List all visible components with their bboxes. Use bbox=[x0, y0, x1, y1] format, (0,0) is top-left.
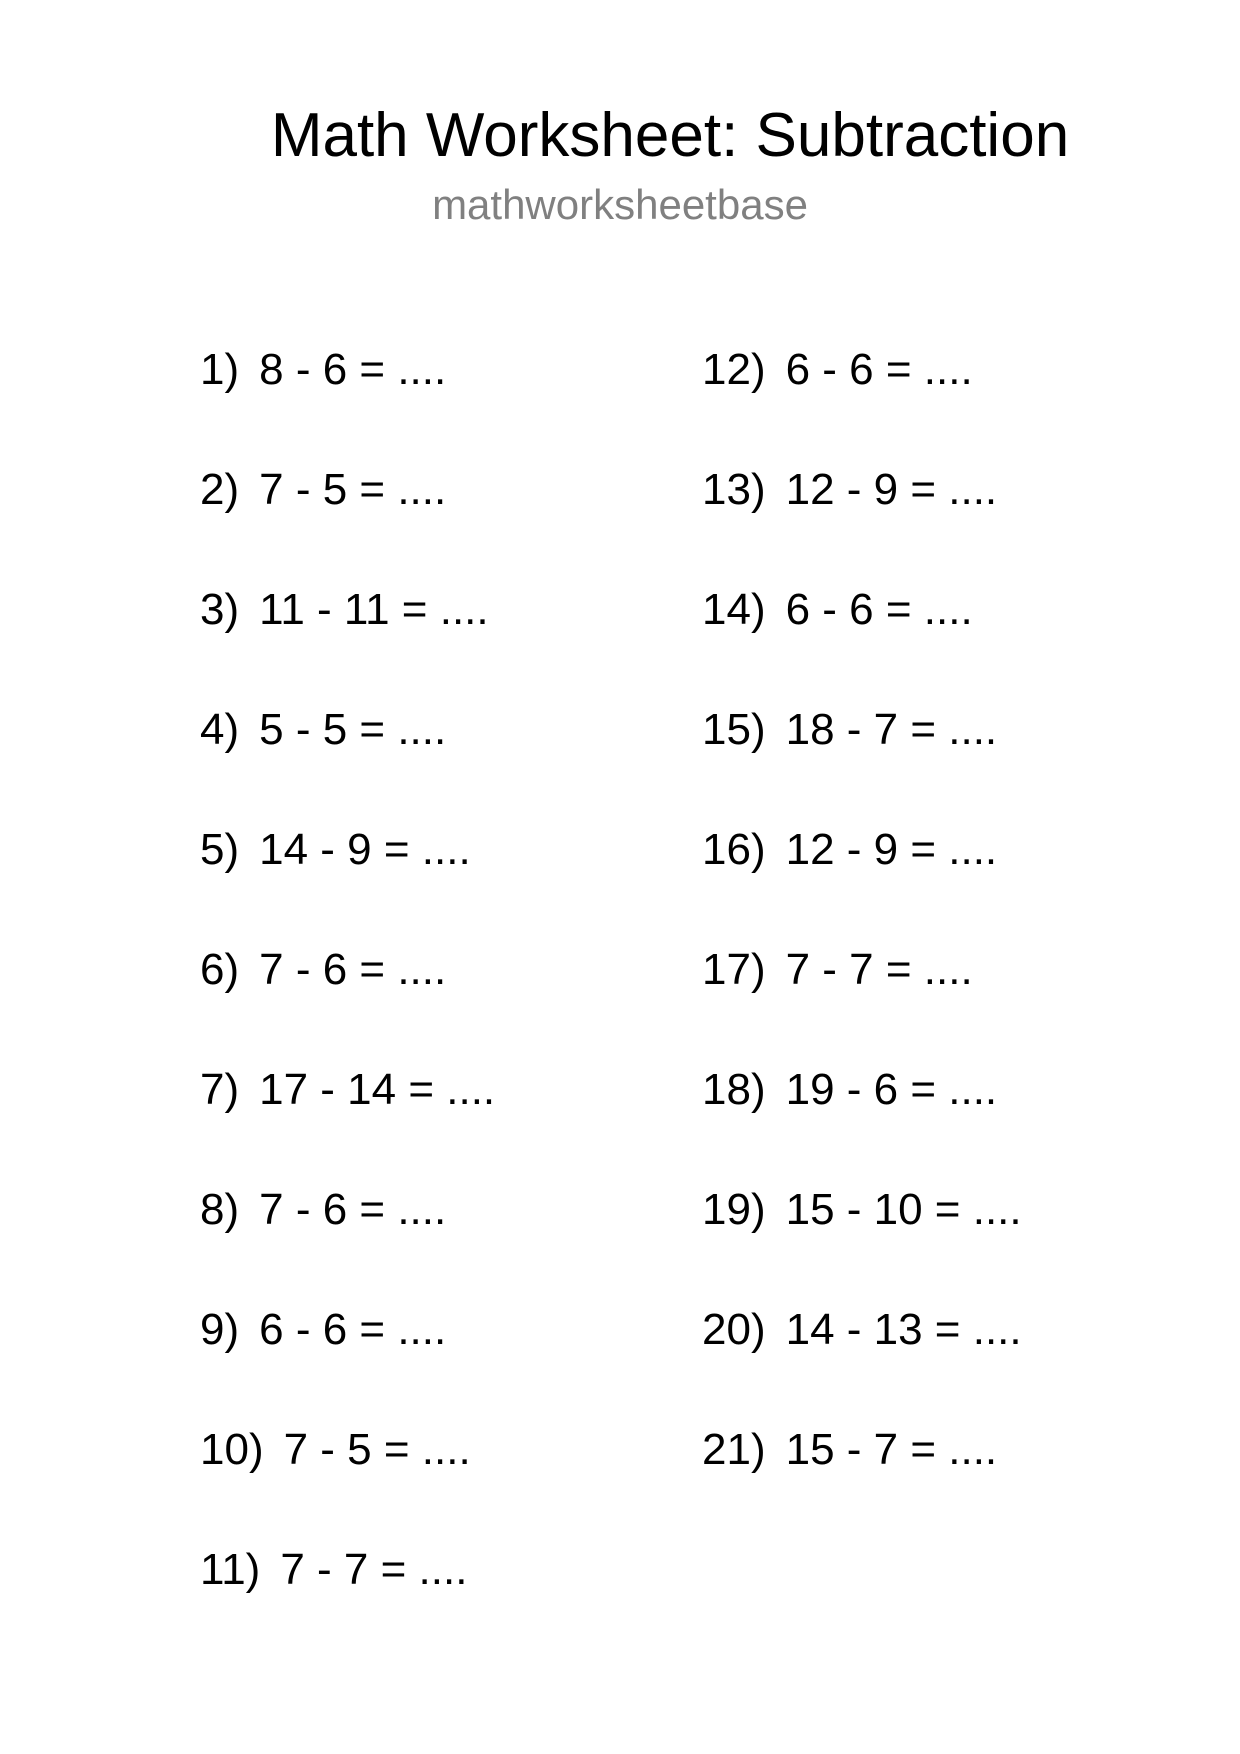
problem-number: 12) bbox=[702, 345, 766, 394]
problem-item bbox=[200, 1064, 495, 1184]
problem-expression: 14 - 13 = .... bbox=[785, 1305, 1022, 1354]
problem-expression: 7 - 6 = .... bbox=[259, 1185, 447, 1234]
problem-number: 1) bbox=[200, 345, 240, 394]
problem-number: 17) bbox=[702, 945, 766, 994]
problem-number: 10) bbox=[200, 1425, 264, 1474]
worksheet-title: Math Worksheet: Subtraction bbox=[270, 101, 1070, 170]
problem-item bbox=[200, 1424, 495, 1544]
problem-expression: 12 - 9 = .... bbox=[785, 465, 998, 514]
problem-item bbox=[200, 704, 495, 824]
problem-number: 7) bbox=[200, 1065, 240, 1114]
problem-expression: 7 - 7 = .... bbox=[785, 945, 973, 994]
worksheet-subtitle: mathworksheetbase bbox=[432, 181, 808, 228]
problem-expression: 8 - 6 = .... bbox=[259, 345, 447, 394]
problem-number: 8) bbox=[200, 1185, 240, 1234]
problem-number: 5) bbox=[200, 825, 240, 874]
problems-column-right bbox=[702, 344, 1022, 1544]
problem-expression: 15 - 7 = .... bbox=[785, 1425, 998, 1474]
problem-expression: 5 - 5 = .... bbox=[259, 705, 447, 754]
problem-expression: 7 - 6 = .... bbox=[259, 945, 447, 994]
problem-number: 4) bbox=[200, 705, 240, 754]
problem-expression: 18 - 7 = .... bbox=[785, 705, 998, 754]
problem-item bbox=[702, 1184, 1022, 1304]
problem-expression: 12 - 9 = .... bbox=[785, 825, 998, 874]
problem-number: 16) bbox=[702, 825, 766, 874]
problem-item bbox=[200, 944, 495, 1064]
problem-item bbox=[702, 344, 1022, 464]
problem-number: 15) bbox=[702, 705, 766, 754]
problem-number: 3) bbox=[200, 585, 240, 634]
problem-number: 2) bbox=[200, 465, 240, 514]
problem-expression: 7 - 5 = .... bbox=[283, 1425, 471, 1474]
problem-number: 14) bbox=[702, 585, 766, 634]
problem-item bbox=[200, 1544, 495, 1664]
problem-number: 20) bbox=[702, 1305, 766, 1354]
problem-item bbox=[702, 584, 1022, 704]
problem-expression: 6 - 6 = .... bbox=[785, 585, 973, 634]
problem-expression: 19 - 6 = .... bbox=[785, 1065, 998, 1114]
problem-expression: 14 - 9 = .... bbox=[259, 825, 471, 874]
problem-expression: 11 - 11 = .... bbox=[259, 585, 489, 634]
problem-item bbox=[200, 464, 495, 584]
problem-item bbox=[702, 704, 1022, 824]
problem-number: 13) bbox=[702, 465, 766, 514]
problem-item bbox=[702, 464, 1022, 584]
problem-item bbox=[200, 1304, 495, 1424]
problem-item bbox=[702, 824, 1022, 944]
problem-number: 18) bbox=[702, 1065, 766, 1114]
problem-expression: 15 - 10 = .... bbox=[785, 1185, 1022, 1234]
problem-expression: 17 - 14 = .... bbox=[259, 1065, 496, 1114]
problem-item bbox=[200, 584, 495, 704]
problem-item bbox=[702, 1304, 1022, 1424]
problem-item bbox=[702, 944, 1022, 1064]
problem-number: 21) bbox=[702, 1425, 766, 1474]
problem-item bbox=[702, 1424, 1022, 1544]
problem-item bbox=[200, 824, 495, 944]
problem-item bbox=[200, 1184, 495, 1304]
problem-number: 11) bbox=[200, 1545, 261, 1594]
problem-number: 6) bbox=[200, 945, 240, 994]
problem-item bbox=[200, 344, 495, 464]
problem-expression: 7 - 5 = .... bbox=[259, 465, 447, 514]
problem-expression: 6 - 6 = .... bbox=[785, 345, 973, 394]
problem-number: 19) bbox=[702, 1185, 766, 1234]
problem-expression: 7 - 7 = .... bbox=[280, 1545, 468, 1594]
problems-column-left bbox=[200, 344, 495, 1664]
problem-expression: 6 - 6 = .... bbox=[259, 1305, 447, 1354]
problem-item bbox=[702, 1064, 1022, 1184]
problem-number: 9) bbox=[200, 1305, 240, 1354]
